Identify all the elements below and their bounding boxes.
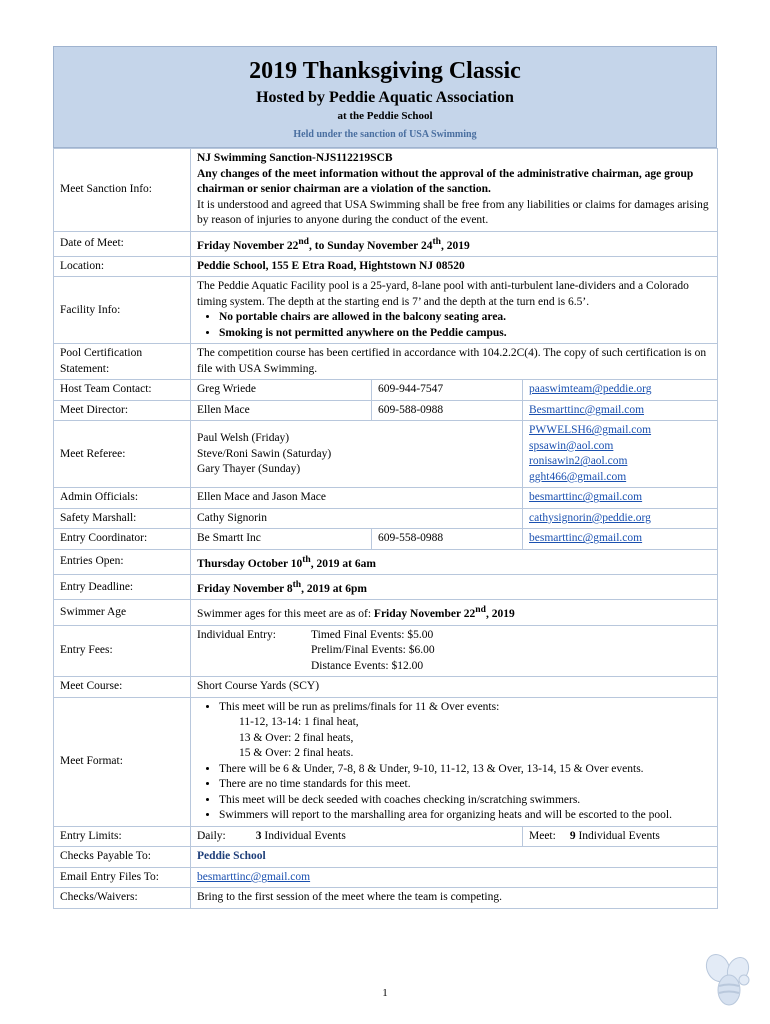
row-label: Meet Director: xyxy=(54,400,191,421)
facility-rule: • Smoking is not permitted anywhere on the Peddie campus. xyxy=(219,326,711,342)
format-item: • Swimmers will report to the marshalling area for organizing heats and will be escorted to the pool. xyxy=(219,808,711,824)
meet-info-table xyxy=(53,148,718,909)
document-header xyxy=(53,46,717,148)
row-director xyxy=(54,400,718,421)
contact-name: Ellen Mace and Jason Mace xyxy=(191,488,523,509)
referee-email-link[interactable]: gght466@gmail.com xyxy=(529,470,627,483)
checks-payable-value: Peddie School xyxy=(191,847,718,868)
row-label: Email Entry Files To: xyxy=(54,867,191,888)
row-label: Meet Sanction Info: xyxy=(54,149,191,232)
contact-phone: 609-944-7547 xyxy=(372,380,523,401)
fee-line: Timed Final Events: $5.00 xyxy=(311,628,434,641)
row-limits xyxy=(54,826,718,847)
contact-name: Be Smartt Inc xyxy=(191,529,372,550)
row-entries-open xyxy=(54,549,718,574)
contact-email-link[interactable]: Besmarttinc@gmail.com xyxy=(529,403,645,416)
row-label: Host Team Contact: xyxy=(54,380,191,401)
page-number: 1 xyxy=(382,987,388,999)
host-subtitle: Hosted by Peddie Aquatic Association xyxy=(256,89,514,106)
row-label: Pool Certification Statement: xyxy=(54,344,191,380)
referee-name: Paul Welsh (Friday) xyxy=(197,432,290,445)
row-label: Entry Limits: xyxy=(54,826,191,847)
row-label: Swimmer Age xyxy=(54,600,191,625)
facility-description: The Peddie Aquatic Facility pool is a 25-yard, 8-lane pool with anti-turbulent lane-dividers and a Colorado timing system. The depth at the starting end is 7’ and the depth at the turn end is 6.5’. xyxy=(197,280,689,308)
row-pool-cert xyxy=(54,344,718,380)
row-course xyxy=(54,677,718,698)
row-email-entry xyxy=(54,867,718,888)
format-subitem: 11-12, 13-14: 1 final heat, xyxy=(239,716,359,729)
contact-phone: 609-588-0988 xyxy=(372,400,523,421)
contact-name: Cathy Signorin xyxy=(191,508,523,529)
contact-name: Greg Wriede xyxy=(191,380,372,401)
venue-line: at the Peddie School xyxy=(337,110,433,122)
meet-limit: Meet: 9 Individual Events xyxy=(523,826,718,847)
format-subitem: 15 & Over: 2 final heats. xyxy=(239,747,354,760)
row-label: Admin Officials: xyxy=(54,488,191,509)
contact-email-link[interactable]: paaswimteam@peddie.org xyxy=(529,383,652,396)
deadline-value: Friday November 8th, 2019 at 6pm xyxy=(191,575,718,600)
row-label: Facility Info: xyxy=(54,277,191,344)
contact-name: Ellen Mace xyxy=(191,400,372,421)
referee-email-link[interactable]: ronisawin2@aol.com xyxy=(529,455,628,468)
referee-email-link[interactable]: spsawin@aol.com xyxy=(529,439,614,452)
row-label: Meet Referee: xyxy=(54,421,191,488)
referee-email-link[interactable]: PWWELSH6@gmail.com xyxy=(529,424,652,437)
pool-cert-value: The competition course has been certified in accordance with 104.2.2C(4). The copy of such certification is on file with USA Swimming. xyxy=(191,344,718,380)
daily-limit: Daily: 3 Individual Events xyxy=(191,826,523,847)
row-label: Checks Payable To: xyxy=(54,847,191,868)
row-label: Entry Fees: xyxy=(54,625,191,677)
sanction-line: Held under the sanction of USA Swimming xyxy=(293,129,477,140)
liability-statement: It is understood and agreed that USA Swimming shall be free from any liabilities or claims for damages arising by reason of injuries to anyone during the conduct of the event. xyxy=(197,198,709,226)
row-fees xyxy=(54,625,718,677)
format-item: • This meet will be run as prelims/finals for 11 & Over events: 11-12, 13-14: 1 final heat, 13 & Over: 2 final heats, 15 & Over: 2 final heats. xyxy=(219,700,711,762)
contact-email-link[interactable]: besmarttinc@gmail.com xyxy=(529,532,643,545)
row-waivers xyxy=(54,888,718,909)
row-safety xyxy=(54,508,718,529)
row-label: Meet Format: xyxy=(54,697,191,826)
row-admin xyxy=(54,488,718,509)
bee-mascot-icon xyxy=(700,950,756,1010)
referee-name: Steve/Roni Sawin (Saturday) xyxy=(197,447,332,460)
row-referee xyxy=(54,421,718,488)
facility-rule: • No portable chairs are allowed in the balcony seating area. xyxy=(219,310,711,326)
meet-title: 2019 Thanksgiving Classic xyxy=(249,58,521,84)
row-label: Checks/Waivers: xyxy=(54,888,191,909)
contact-email-link[interactable]: cathysignorin@peddie.org xyxy=(529,511,651,524)
fee-line: Prelim/Final Events: $6.00 xyxy=(311,644,435,657)
format-item: • There are no time standards for this meet. xyxy=(219,777,711,793)
course-value: Short Course Yards (SCY) xyxy=(191,677,718,698)
row-label: Date of Meet: xyxy=(54,231,191,256)
row-swimmer-age xyxy=(54,600,718,625)
row-date xyxy=(54,231,718,256)
waivers-value: Bring to the first session of the meet where the team is competing. xyxy=(191,888,718,909)
contact-email-link[interactable]: besmarttinc@gmail.com xyxy=(529,491,643,504)
format-subitem: 13 & Over: 2 final heats, xyxy=(239,731,354,744)
row-label: Entry Coordinator: xyxy=(54,529,191,550)
row-host xyxy=(54,380,718,401)
row-checks xyxy=(54,847,718,868)
row-entry-coordinator xyxy=(54,529,718,550)
swimmer-age-value: Swimmer ages for this meet are as of: Friday November 22nd, 2019 xyxy=(191,600,718,625)
fee-line: Distance Events: $12.00 xyxy=(311,659,424,672)
row-label: Safety Marshall: xyxy=(54,508,191,529)
sanction-warning: Any changes of the meet information without the approval of the administrative chairman, age group chairman or senior chairman are a violation of the sanction. xyxy=(197,167,694,195)
format-item: • This meet will be deck seeded with coaches checking in/scratching swimmers. xyxy=(219,793,711,809)
row-location xyxy=(54,256,718,277)
row-label: Entries Open: xyxy=(54,549,191,574)
format-item: • There will be 6 & Under, 7-8, 8 & Under, 9-10, 11-12, 13 & Over, 13-14, 15 & Over events. xyxy=(219,762,711,778)
meet-info-document xyxy=(53,46,717,909)
fee-type: Individual Entry: xyxy=(197,628,276,641)
contact-phone: 609-558-0988 xyxy=(372,529,523,550)
row-sanction xyxy=(54,149,718,232)
meet-dates: Friday November 22nd, to Sunday November 24th, 2019 xyxy=(191,231,718,256)
row-label: Meet Course: xyxy=(54,677,191,698)
sanction-number: NJ Swimming Sanction-NJS112219SCB xyxy=(197,152,393,164)
entry-email-link[interactable]: besmarttinc@gmail.com xyxy=(197,870,311,883)
location-value: Peddie School, 155 E Etra Road, Hightstown NJ 08520 xyxy=(191,256,718,277)
entries-open-value: Thursday October 10th, 2019 at 6am xyxy=(191,549,718,574)
row-label: Entry Deadline: xyxy=(54,575,191,600)
referee-name: Gary Thayer (Sunday) xyxy=(197,463,301,476)
row-facility xyxy=(54,277,718,344)
row-format xyxy=(54,697,718,826)
row-label: Location: xyxy=(54,256,191,277)
row-deadline xyxy=(54,575,718,600)
